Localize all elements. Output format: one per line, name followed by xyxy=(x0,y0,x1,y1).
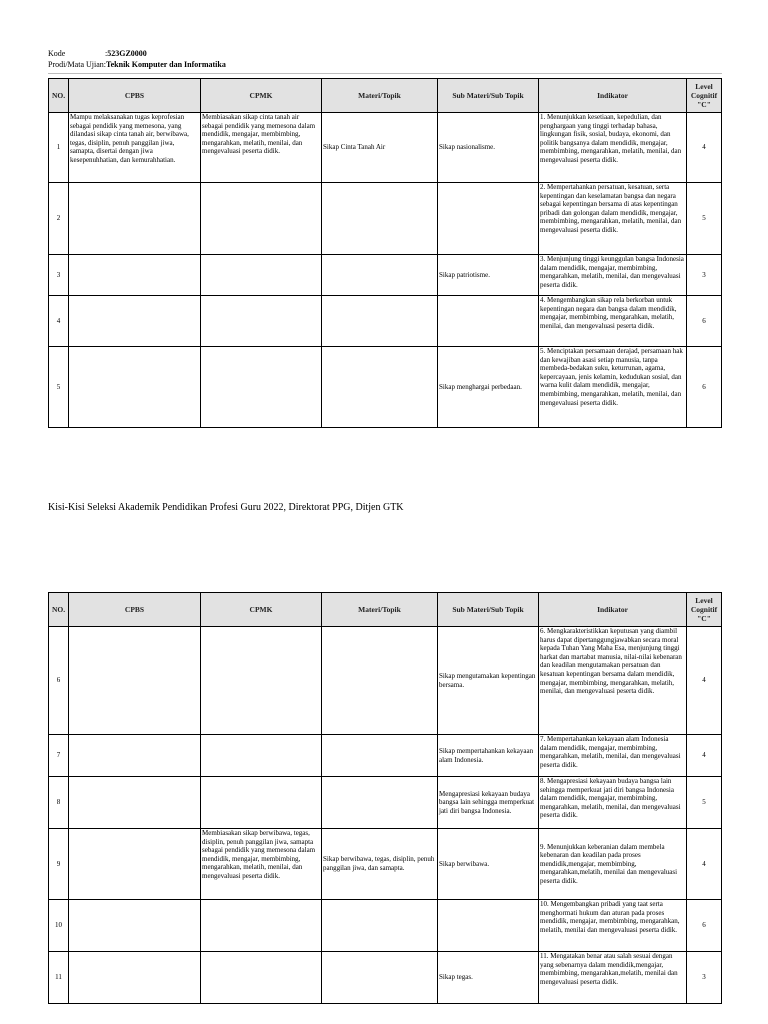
cell-materi xyxy=(322,627,438,735)
cell-materi: Sikap berwibawa, tegas, disiplin, penuh panggilan jiwa, dan samapta. xyxy=(322,829,438,900)
cell-cpmk xyxy=(201,255,322,296)
cell-no: 11 xyxy=(49,952,69,1004)
cell-materi xyxy=(322,952,438,1004)
cell-no: 10 xyxy=(49,900,69,952)
table-row xyxy=(49,255,722,296)
cell-materi xyxy=(322,255,438,296)
cell-sub-materi xyxy=(438,296,539,347)
cell-indikator: 9. Menunjukkan keberanian dalam membela kebenaran dan keadilan pada proses mendidik,mengajar, membimbing, mengarahkan,melatih, menilai dan mengevaluasi peserta didik. xyxy=(539,829,687,900)
cell-cpbs xyxy=(69,296,201,347)
document-meta xyxy=(48,48,226,70)
cell-no: 2 xyxy=(49,183,69,255)
table-row xyxy=(49,627,722,735)
cell-cpbs xyxy=(69,900,201,952)
col-header-sub-materi: Sub Materi/Sub Topik xyxy=(438,79,539,113)
cell-sub-materi: Sikap berwibawa. xyxy=(438,829,539,900)
cell-level: 4 xyxy=(687,627,722,735)
header-divider xyxy=(48,73,722,74)
table-row xyxy=(49,735,722,777)
cell-sub-materi: Mengapresiasi kekayaan budaya bangsa lain sehingga memperkuat jati diri bangsa Indonesia. xyxy=(438,777,539,829)
prodi-value: Teknik Komputer dan Informatika xyxy=(106,60,226,69)
cell-cpbs xyxy=(69,347,201,428)
table-row xyxy=(49,777,722,829)
cell-no: 1 xyxy=(49,113,69,183)
cell-cpmk xyxy=(201,347,322,428)
col-header-indikator: Indikator xyxy=(539,79,687,113)
cell-no: 9 xyxy=(49,829,69,900)
cell-indikator: 1. Menunjukkan kesetiaan, kepedulian, dan penghargaan yang tinggi terhadap bahasa, lingkungan fisik, sosial, budaya, ekonomi, dan politik bangsanya dalam mendidik, mengajar, membimbing, mengarahkan, melatih, menilai, dan mengevaluasi peserta didik. xyxy=(539,113,687,183)
cell-materi xyxy=(322,900,438,952)
cell-indikator: 5. Menciptakan persamaan derajad, persamaan hak dan kewajiban asasi setiap manusia, tanpa membeda-bedakan suku, keturrunan, agama, kepercayaan, jenis kelamin, kedudukan sosial, dan warna kulit dalam mendidik, mengajar, membimbing, mengarahkan, melatih, menilai, dan mengevaluasi peserta didik. xyxy=(539,347,687,428)
col-header-cpbs: CPBS xyxy=(69,593,201,627)
cell-cpbs xyxy=(69,952,201,1004)
prodi-label: Prodi/Mata Ujian xyxy=(48,60,104,69)
cell-level: 5 xyxy=(687,777,722,829)
col-header-materi: Materi/Topik xyxy=(322,79,438,113)
cell-cpbs xyxy=(69,183,201,255)
cell-indikator: 3. Menjunjung tinggi keunggulan bangsa Indonesia dalam mendidik, mengajar, membimbing, mengarahkan, melatih, menilai, dan mengevaluasi peserta didik. xyxy=(539,255,687,296)
cell-level: 3 xyxy=(687,952,722,1004)
kisi-kisi-table-1 xyxy=(48,78,722,428)
cell-cpbs xyxy=(69,829,201,900)
cell-level: 4 xyxy=(687,735,722,777)
cell-cpbs xyxy=(69,627,201,735)
cell-indikator: 10. Mengembangkan pribadi yang taat serta menghormati hukum dan aturan pada proses mendidik, mengajar, membimbing, mengarahkan, melatih, menilai dan mengevaluasi peserta didik. xyxy=(539,900,687,952)
table-row xyxy=(49,113,722,183)
cell-sub-materi: Sikap mempertahankan kekayaan alam Indonesia. xyxy=(438,735,539,777)
col-header-no: NO. xyxy=(49,79,69,113)
col-header-cpmk: CPMK xyxy=(201,593,322,627)
cell-indikator: 11. Mengatakan benar atau salah sesuai dengan yang sebenarnya dalam mendidik,mengajar, membimbing, mengarahkan,melatih, menilai dan mengevaluasi peserta didik. xyxy=(539,952,687,1004)
cell-sub-materi xyxy=(438,900,539,952)
table-row xyxy=(49,952,722,1004)
cell-materi xyxy=(322,735,438,777)
cell-cpbs: Mampu melaksanakan tugas keprofesian sebagai pendidik yang memesona, yang dilandasi sikap cinta tanah air, berwibawa, tegas, disiplin, penuh panggilan jiwa, samapta, disertai dengan jiwa kesepenuhhatian, dan kemurahhatian. xyxy=(69,113,201,183)
cell-no: 3 xyxy=(49,255,69,296)
cell-sub-materi xyxy=(438,183,539,255)
cell-no: 4 xyxy=(49,296,69,347)
kisi-kisi-table-2 xyxy=(48,592,722,1004)
col-header-cpbs: CPBS xyxy=(69,79,201,113)
cell-level: 6 xyxy=(687,347,722,428)
cell-level: 4 xyxy=(687,113,722,183)
cell-indikator: 2. Mempertahankan persatuan, kesatuan, serta kepentingan dan keselamatan bangsa dan negara sebagai kepentingan bersama di atas kepentingan pribadi dan golongan dalam mendidik, mengajar, membimbing, mengarahkan, melatih, menilai, dan mengevaluasi peserta didik. xyxy=(539,183,687,255)
cell-cpmk xyxy=(201,296,322,347)
cell-indikator: 7. Mempertahankan kekayaan alam Indonesia dalam mendidik, mengajar, membimbing, mengarahkan, melatih, menilai, dan mengevaluasi peserta didik. xyxy=(539,735,687,777)
col-header-materi: Materi/Topik xyxy=(322,593,438,627)
cell-cpmk: Membiasakan sikap berwibawa, tegas, disiplin, penuh panggilan jiwa, samapta sebagai pendidik yang memesona dalam mendidik, mengajar, membimbing, mengarahkan, melatih, menilai, dan mengevaluasi peserta didik. xyxy=(201,829,322,900)
cell-no: 8 xyxy=(49,777,69,829)
cell-indikator: 6. Mengkarakteristikkan keputusan yang diambil harus dapat dipertanggungjawabkan secara moral kepada Tuhan Yang Maha Esa, menjunjung tinggi harkat dan martabat manusia, nilai-nilai kebenaran dan keadilan mengutamakan persatuan dan kesatuan kepentingan bersama dalam mendidik, mengajar, membimbing, mengarahkan, melatih, menilai, dan mengevaluasi peserta didik. xyxy=(539,627,687,735)
col-header-no: NO. xyxy=(49,593,69,627)
cell-sub-materi: Sikap nasionalisme. xyxy=(438,113,539,183)
cell-level: 6 xyxy=(687,296,722,347)
cell-materi xyxy=(322,777,438,829)
table-row xyxy=(49,296,722,347)
table-row xyxy=(49,900,722,952)
col-header-cpmk: CPMK xyxy=(201,79,322,113)
cell-sub-materi: Sikap mengutamakan kepentingan bersama. xyxy=(438,627,539,735)
kode-label: Kode xyxy=(48,49,66,58)
cell-materi xyxy=(322,296,438,347)
cell-cpmk xyxy=(201,183,322,255)
cell-cpmk xyxy=(201,900,322,952)
prodi-line: Prodi/Mata Ujian:Teknik Komputer dan Informatika xyxy=(48,60,226,69)
col-header-indikator: Indikator xyxy=(539,593,687,627)
table-row xyxy=(49,183,722,255)
table-row xyxy=(49,347,722,428)
cell-cpmk xyxy=(201,735,322,777)
page-footer: Kisi-Kisi Seleksi Akademik Pendidikan Profesi Guru 2022, Direktorat PPG, Ditjen GTK xyxy=(48,502,404,513)
col-header-level: Level Cognitif "C" xyxy=(687,79,722,113)
cell-level: 3 xyxy=(687,255,722,296)
kode-value: 523GZ0000 xyxy=(107,49,147,58)
cell-cpmk: Membiasakan sikap cinta tanah air sebagai pendidik yang memesona dalam mendidik, mengajar, membimbing, mengarahkan, melatih, menilai, dan mengevaluasi peserta didik. xyxy=(201,113,322,183)
col-header-level: Level Cognitif "C" xyxy=(687,593,722,627)
cell-materi: Sikap Cinta Tanah Air xyxy=(322,113,438,183)
cell-materi xyxy=(322,183,438,255)
cell-indikator: 4. Mengembangkan sikap rela berkorban untuk kepentingan negara dan bangsa dalam mendidik, mengajar, membimbing, mengarahkan, melatih, menilai, dan mengevaluasi peserta didik. xyxy=(539,296,687,347)
kode-line: Kode :523GZ0000 xyxy=(48,49,147,58)
cell-indikator: 8. Mengapresiasi kekayaan budaya bangsa lain sehingga memperkuat jati diri bangsa Indonesia dalam mendidik, mengajar, membimbing, mengarahkan, melatih, menilai, dan mengevaluasi peserta didik. xyxy=(539,777,687,829)
table-row xyxy=(49,829,722,900)
cell-cpmk xyxy=(201,627,322,735)
cell-cpmk xyxy=(201,777,322,829)
cell-cpbs xyxy=(69,255,201,296)
cell-sub-materi: Sikap patriotisme. xyxy=(438,255,539,296)
cell-cpmk xyxy=(201,952,322,1004)
cell-no: 5 xyxy=(49,347,69,428)
cell-sub-materi: Sikap menghargai perbedaan. xyxy=(438,347,539,428)
table-header-row xyxy=(49,593,722,627)
cell-no: 6 xyxy=(49,627,69,735)
cell-level: 4 xyxy=(687,829,722,900)
cell-materi xyxy=(322,347,438,428)
cell-level: 6 xyxy=(687,900,722,952)
table-header-row xyxy=(49,79,722,113)
cell-level: 5 xyxy=(687,183,722,255)
cell-cpbs xyxy=(69,735,201,777)
cell-no: 7 xyxy=(49,735,69,777)
cell-sub-materi: Sikap tegas. xyxy=(438,952,539,1004)
col-header-sub-materi: Sub Materi/Sub Topik xyxy=(438,593,539,627)
cell-cpbs xyxy=(69,777,201,829)
